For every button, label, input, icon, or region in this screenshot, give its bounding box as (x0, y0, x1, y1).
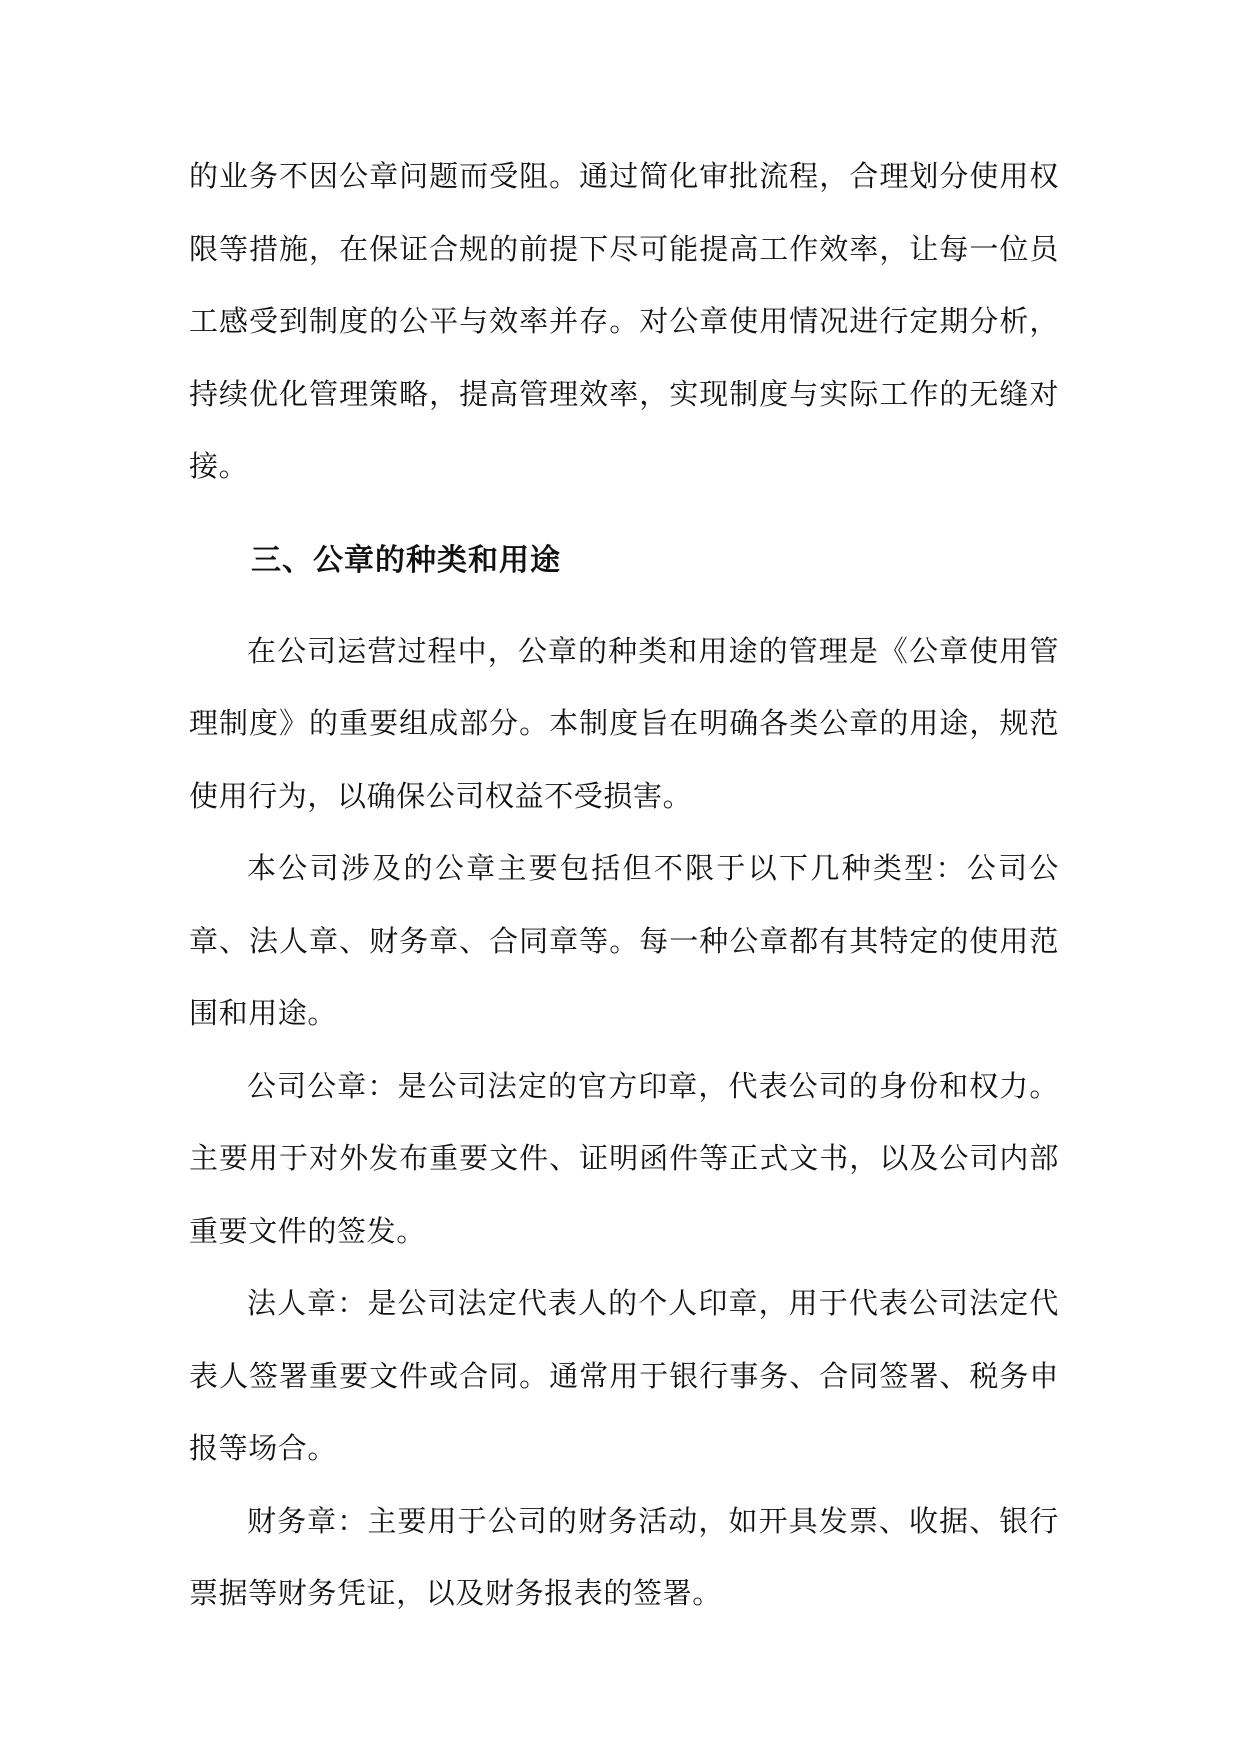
section-heading: 三、公章的种类和用途 (251, 542, 561, 578)
paragraph-seal-types: 本公司涉及的公章主要包括但不限于以下几种类型：公司公章、法人章、财务章、合同章等。每一种公章都有其特定的使用范围和用途。 (189, 851, 1059, 1030)
paragraph-continuation: 的业务不因公章问题而受阻。通过简化审批流程，合理划分使用权限等措施，在保证合规的前提下尽可能提高工作效率，让每一位员工感受到制度的公平与效率并存。对公章使用情况进行定期分析，持续优化管理策略，提高管理效率，实现制度与实际工作的无缝对接。 (189, 159, 1059, 483)
paragraph-finance-seal: 财务章：主要用于公司的财务活动，如开具发票、收据、银行票据等财务凭证，以及财务报表的签署。 (189, 1503, 1059, 1610)
document-body (189, 140, 1059, 1630)
paragraph-company-seal: 公司公章：是公司法定的官方印章，代表公司的身份和权力。主要用于对外发布重要文件、证明函件等正式文书，以及公司内部重要文件的签发。 (189, 1068, 1059, 1248)
paragraph-intro: 在公司运营过程中，公章的种类和用途的管理是《公章使用管理制度》的重要组成部分。本制度旨在明确各类公章的用途，规范使用行为，以确保公司权益不受损害。 (189, 633, 1059, 813)
paragraph-legal-rep-seal: 法人章：是公司法定代表人的个人印章，用于代表公司法定代表人签署重要文件或合同。通常用于银行事务、合同签署、税务申报等场合。 (189, 1286, 1059, 1465)
